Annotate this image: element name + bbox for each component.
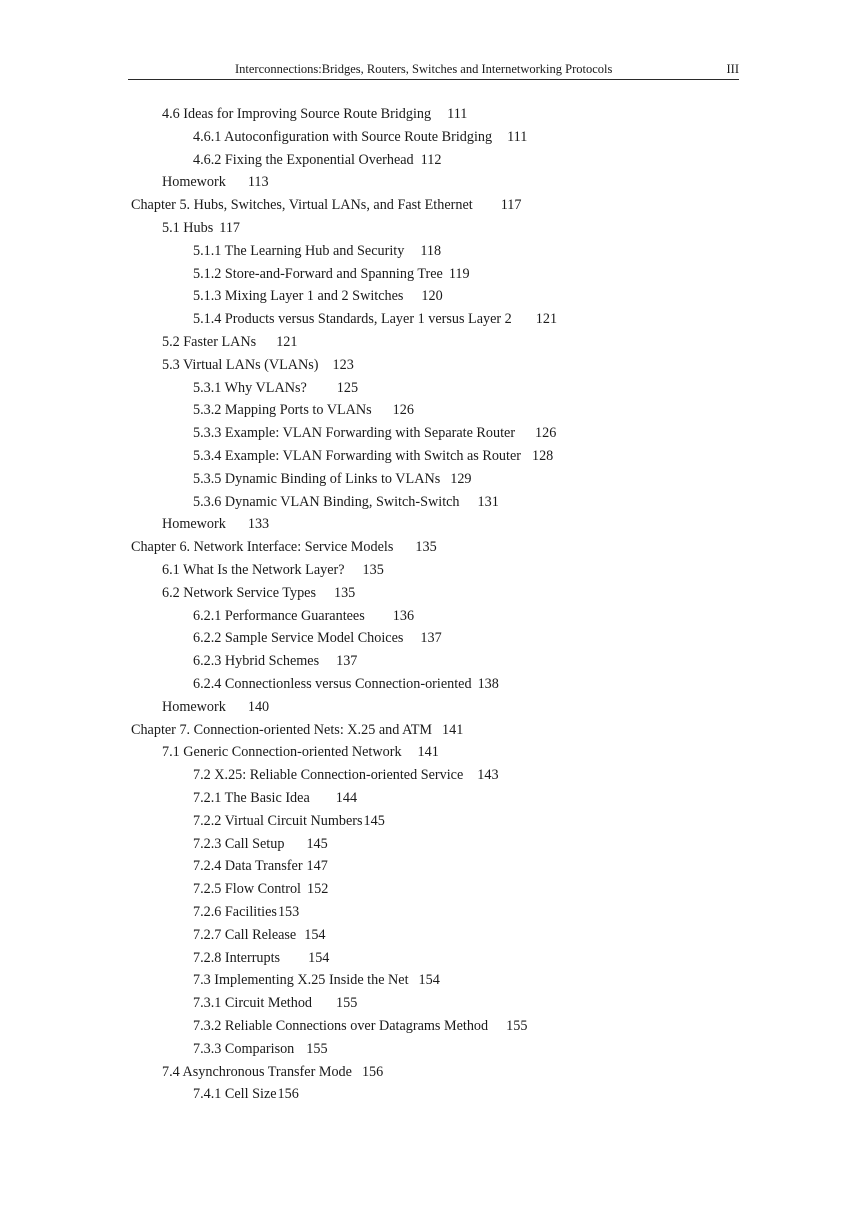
toc-entry-title: 4.6.1 Autoconfiguration with Source Route Bridging: [193, 129, 493, 145]
toc-entry-page: 126: [392, 402, 414, 418]
toc-entry-page: 119: [448, 266, 470, 282]
toc-entry: [162, 1061, 383, 1083]
toc-entry: [162, 171, 269, 193]
toc-entry-title: 5.2 Faster LANs: [162, 334, 257, 350]
toc-entry-page: 131: [477, 494, 499, 510]
toc-entry: [193, 855, 328, 877]
toc-entry: [193, 240, 441, 262]
toc-entry-title: 4.6.2 Fixing the Exponential Overhead: [193, 152, 414, 168]
toc-entry-page: 141: [442, 722, 464, 738]
toc-entry: [193, 969, 440, 991]
toc-entry-title: 6.2.4 Connectionless versus Connection-oriented: [193, 676, 472, 692]
toc-entry-page: 154: [418, 972, 440, 988]
toc-entry-title: 5.1.2 Store-and-Forward and Spanning Tree: [193, 266, 443, 282]
toc-entry-page: 111: [447, 106, 468, 122]
toc-entry: [193, 491, 499, 513]
toc-entry-page: 112: [420, 152, 442, 168]
toc-entry: [193, 810, 385, 832]
toc-entry: [162, 103, 467, 125]
toc-entry-title: 5.3.3 Example: VLAN Forwarding with Separate Router: [193, 425, 516, 441]
toc-entry-page: 128: [531, 448, 554, 464]
toc-entry-title: 7.2 X.25: Reliable Connection-oriented Service: [193, 767, 464, 783]
toc-entry-page: 133: [247, 516, 270, 532]
toc-entry-page: 137: [420, 630, 442, 646]
toc-entry: [162, 513, 269, 535]
toc-entry-page: 117: [500, 197, 522, 213]
toc-entry-page: 120: [421, 288, 443, 304]
toc-entry-page: 140: [247, 699, 270, 715]
toc-entry-title: 5.1 Hubs: [162, 220, 214, 236]
toc-entry-title: 5.3 Virtual LANs (VLANs): [162, 357, 319, 373]
toc-entry: [162, 354, 354, 376]
toc-entry-page: 125: [336, 380, 359, 396]
toc-entry-title: 5.3.2 Mapping Ports to VLANs: [193, 402, 372, 418]
toc-entry: [193, 787, 357, 809]
toc-entry: [162, 741, 439, 763]
toc-entry: [193, 673, 499, 695]
toc-entry-title: 6.2 Network Service Types: [162, 585, 316, 601]
toc-entry: [193, 1015, 527, 1037]
toc-entry-title: Chapter 7. Connection-oriented Nets: X.25 and ATM: [131, 722, 433, 738]
toc-entry: [162, 582, 355, 604]
toc-entry-page: 153: [277, 904, 300, 920]
toc-entry-page: 135: [333, 585, 356, 601]
toc-entry-page: 121: [276, 334, 298, 350]
toc-entry-page: 145: [363, 813, 385, 829]
toc-entry: [193, 924, 326, 946]
toc-entry: [193, 764, 499, 786]
toc-entry: [131, 194, 521, 216]
toc-entry-title: 7.2.5 Flow Control: [193, 881, 301, 897]
toc-entry: [162, 696, 269, 718]
toc-entry-title: Chapter 5. Hubs, Switches, Virtual LANs, and Fast Ethernet: [131, 197, 473, 213]
toc-entry: [193, 605, 414, 627]
toc-entry-title: 6.1 What Is the Network Layer?: [162, 562, 345, 578]
toc-entry-page: 141: [417, 744, 439, 760]
toc-entry-title: 7.3.3 Comparison: [193, 1041, 295, 1057]
toc-entry-title: 7.4.1 Cell Size: [193, 1086, 277, 1102]
toc-entry-title: 7.2.1 The Basic Idea: [193, 790, 310, 806]
toc-entry-title: Homework: [162, 516, 226, 532]
toc-entry-page: 155: [506, 1018, 528, 1034]
toc-entry-title: 7.3.2 Reliable Connections over Datagrams Method: [193, 1018, 489, 1034]
running-header: [128, 58, 739, 80]
toc-entry: [193, 399, 414, 421]
toc-entry-page: 156: [277, 1086, 299, 1102]
toc-entry: [193, 1038, 328, 1060]
toc-entry-title: Homework: [162, 699, 226, 715]
running-header-title: Interconnections:Bridges, Routers, Switches and Internetworking Protocols: [235, 62, 613, 76]
toc-entry: [193, 126, 527, 148]
toc-entry-page: 143: [477, 767, 499, 783]
toc-entry: [193, 650, 357, 672]
toc-entry: [162, 559, 384, 581]
toc-entry: [193, 263, 470, 285]
toc-entry-page: 137: [336, 653, 358, 669]
toc-entry-page: 117: [219, 220, 241, 236]
toc-entry: [193, 627, 442, 649]
toc-entry: [162, 217, 240, 239]
toc-entry-title: 5.3.4 Example: VLAN Forwarding with Switch as Router: [193, 448, 521, 464]
toc-entry: [193, 1083, 299, 1105]
toc-entry: [193, 308, 557, 330]
toc-entry-title: 5.1.4 Products versus Standards, Layer 1 versus Layer 2: [193, 311, 512, 327]
toc-entry-page: 144: [335, 790, 358, 806]
toc-entry-title: 5.3.6 Dynamic VLAN Binding, Switch-Switch: [193, 494, 460, 510]
toc-entry-page: 121: [535, 311, 558, 327]
toc-entry-page: 118: [420, 243, 442, 259]
toc-entry: [193, 377, 358, 399]
toc-entry-title: 7.2.4 Data Transfer: [193, 858, 303, 874]
toc-entry: [193, 901, 299, 923]
toc-entry-title: 7.1 Generic Connection-oriented Network: [162, 744, 402, 760]
toc-entry: [193, 422, 556, 444]
toc-entry-page: 138: [477, 676, 499, 692]
toc-entry-title: 7.3 Implementing X.25 Inside the Net: [193, 972, 409, 988]
toc-entry: [131, 719, 463, 741]
toc-entry-page: 154: [304, 927, 326, 943]
toc-entry-page: 135: [362, 562, 384, 578]
toc-entry-title: 5.1.1 The Learning Hub and Security: [193, 243, 405, 259]
toc-entry: [193, 468, 472, 490]
toc-entry-page: 135: [415, 539, 437, 555]
toc-entry-title: 7.2.6 Facilities: [193, 904, 277, 920]
toc-entry-page: 136: [392, 608, 415, 624]
toc-entry: [193, 445, 553, 467]
page-number: III: [726, 62, 739, 76]
toc-entry-title: Homework: [162, 174, 226, 190]
toc-entry-title: 6.2.3 Hybrid Schemes: [193, 653, 320, 669]
toc-entry-title: 7.2.8 Interrupts: [193, 950, 281, 966]
toc-entry-title: 7.2.2 Virtual Circuit Numbers: [193, 813, 363, 829]
toc-entry-title: 5.3.5 Dynamic Binding of Links to VLANs: [193, 471, 441, 487]
toc-entry-page: 155: [306, 1041, 328, 1057]
toc-entry-title: 6.2.2 Sample Service Model Choices: [193, 630, 404, 646]
toc-entry-title: Chapter 6. Network Interface: Service Models: [131, 539, 394, 555]
toc-entry: [193, 833, 328, 855]
toc-entry-page: 155: [336, 995, 358, 1011]
toc-entry: [193, 149, 441, 171]
toc-entry: [193, 947, 329, 969]
toc-entry-page: 152: [307, 881, 329, 897]
toc-entry-page: 113: [247, 174, 269, 190]
toc-entry-page: 123: [332, 357, 354, 373]
toc-entry-title: 6.2.1 Performance Guarantees: [193, 608, 365, 624]
toc-entry-title: 4.6 Ideas for Improving Source Route Bridging: [162, 106, 432, 122]
toc-entry-title: 7.2.3 Call Setup: [193, 836, 285, 852]
toc-entry: [131, 536, 437, 558]
toc-entry-page: 147: [306, 858, 328, 874]
toc-entry-title: 7.2.7 Call Release: [193, 927, 297, 943]
toc-entry-title: 7.3.1 Circuit Method: [193, 995, 313, 1011]
toc-entry-page: 111: [507, 129, 528, 145]
toc-entry: [193, 878, 328, 900]
toc-entry-page: 154: [308, 950, 330, 966]
toc-entry-page: 129: [450, 471, 472, 487]
toc-entry-title: 5.3.1 Why VLANs?: [193, 380, 307, 396]
toc-entry: [193, 285, 443, 307]
toc-entry-page: 156: [361, 1064, 384, 1080]
toc-entry: [162, 331, 297, 353]
toc-entry-page: 126: [535, 425, 557, 441]
toc-entry-page: 145: [306, 836, 328, 852]
toc-entry-title: 5.1.3 Mixing Layer 1 and 2 Switches: [193, 288, 404, 304]
toc-entry: [193, 992, 357, 1014]
toc-entry-title: 7.4 Asynchronous Transfer Mode: [162, 1064, 352, 1080]
